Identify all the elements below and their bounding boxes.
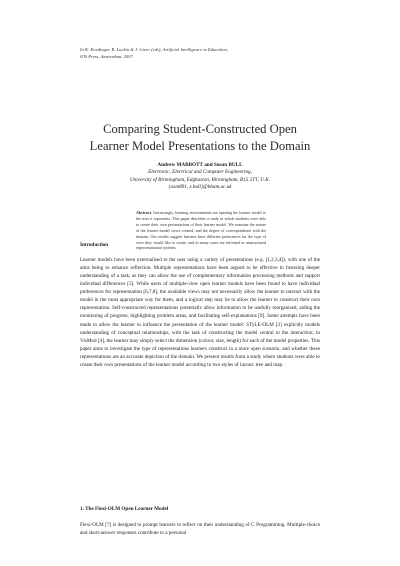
citation-line-2: IOS Press, Amsterdam, 2007. bbox=[80, 53, 134, 59]
title-line-1: Comparing Student-Constructed Open bbox=[103, 122, 297, 136]
abstract-text: Increasingly, learning environments are opening the learner model to the user it represents. This paper describes a study in which students were able to create their own presentations of their learner model. We examine the nature of the learner model views created, and the degree of correspondence with the domain. Our results suggest learners have different preferences for the type of view they would like to create, and in many cases are informal or unstructured representational systems. bbox=[136, 210, 266, 251]
abstract-label: Abstract. bbox=[136, 210, 153, 215]
section-1-text: Flexi-OLM [7] is designed to prompt learners to reflect on their understanding of C Programming. Multiple-choice and short-answer responses contribute to a personal bbox=[80, 522, 320, 537]
abstract bbox=[136, 210, 266, 251]
author-address: University of Birmingham, Edgbaston, Birmingham, B15 2TT, U.K. bbox=[129, 176, 271, 183]
author-names: Andrew MABBOTT and Susan BULL bbox=[157, 162, 243, 168]
citation-line-1: In K. Koedinger, R. Luckin & J. Greer (eds), Artificial Intelligence in Education, bbox=[80, 47, 228, 52]
heading-section-1: 1. The Flexi-OLM Open Learner Model bbox=[80, 506, 169, 512]
title-line-2: Learner Model Presentations to the Domain bbox=[89, 138, 311, 153]
paper-title bbox=[70, 121, 330, 154]
citation-header bbox=[80, 47, 330, 60]
author-department: Electronic, Electrical and Computer Engineering, bbox=[148, 169, 252, 176]
heading-introduction: Introduction bbox=[80, 242, 109, 248]
introduction-text: Learner models have been externalised to the user using a variety of presentations (e.g. [1,2,3,4]), with one of the aims being to enhance reflection. Multiple representations have been argued to be effective in fostering deeper understanding of a task, as they can allow the use of complementary information processing methods and support individual differences [5]. While users of multiple-view open learner models have been found to have individual preferences for representation [6,7,8], the available views may not necessarily allow the learner to interact with the model in the most appropriate way for them, and a logical step may be to allow the learner to construct their own representation. Self-constructed representations potentially allow information to be usefully reorganised, aiding the monitoring of progress, highlighting problem areas, and facilitating self-explanations [9]. Some attempts have been made to allow the learner to influence the presentation of the learner model: STyLE-OLM [3] explicitly models understanding of conceptual relationships, with the task of constructing the model central to the interaction; in VisMod [4], the learner may simply select the dimension (colour, size, length) for each of the model properties. This paper aims to investigate the type of representations learners construct in a more open scenario, and whether these representations are an accurate depiction of the domain. We present results from a study where students were able to create their own presentations of the learner model according to two styles of layout: tree and map. bbox=[80, 257, 320, 368]
author-block bbox=[90, 162, 310, 191]
author-email: {axm891, s.bull}@bham.ac.uk bbox=[168, 183, 232, 190]
